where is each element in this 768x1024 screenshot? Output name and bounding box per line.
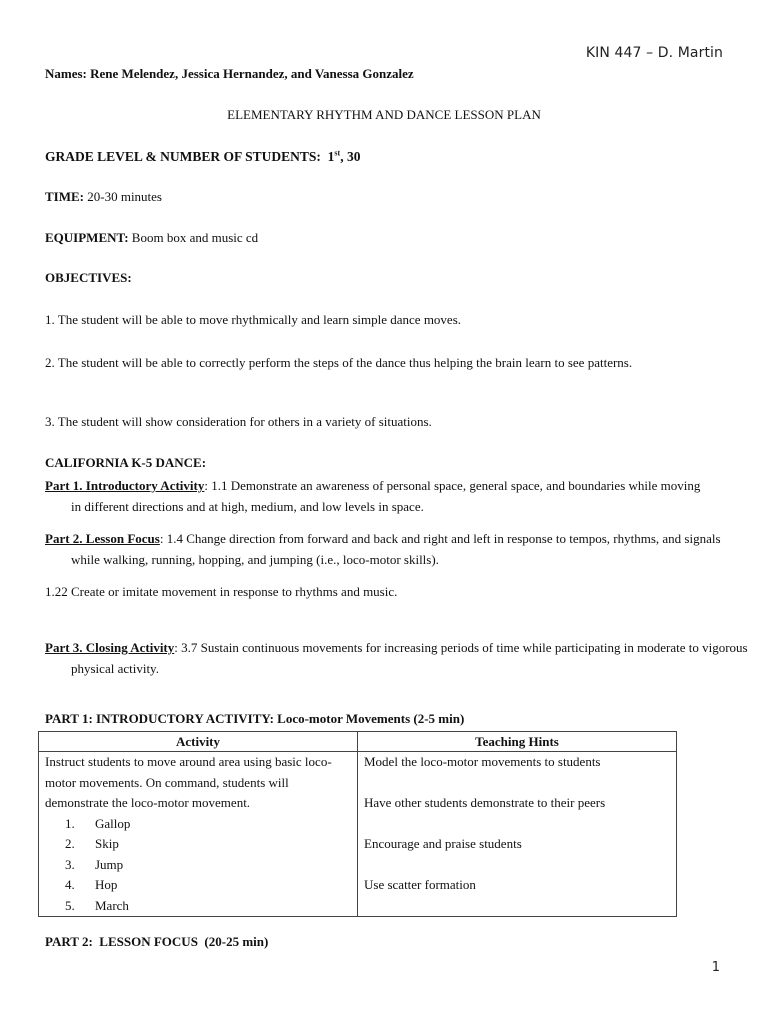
list-item: 3. Jump: [65, 856, 124, 872]
part2-label: Part 2. Lesson Focus: [45, 531, 160, 546]
grade-value: 1st, 30: [327, 148, 361, 164]
standard-part3: [45, 637, 751, 679]
course-header: KIN 447 – D. Martin: [585, 45, 723, 61]
page-number: 1: [711, 960, 720, 975]
objective-item: 1. The student will be able to move rhythmically and learn simple dance moves.: [45, 312, 462, 327]
list-item: 5. March: [65, 897, 129, 913]
part3-label: Part 3. Closing Activity: [45, 640, 175, 655]
teaching-hint: Encourage and praise students: [364, 836, 522, 851]
grade-level-line: [45, 149, 360, 165]
activity-description: Instruct students to move around area using basic loco-motor movements. On command, students will demonstrate the loco-motor movement.: [45, 754, 332, 810]
standard-1-22: 1.22 Create or imitate movement in response to rhythms and music.: [45, 584, 398, 599]
teaching-hints-cell: [358, 752, 677, 917]
teaching-hint: Model the loco-motor movements to students: [364, 754, 601, 769]
table-header-row: [39, 732, 677, 752]
time-value: 20-30 minutes: [87, 189, 162, 204]
part3-text: : 3.7 Sustain continuous movements for increasing periods of time while participating in moderate to vigorous physical activity.: [71, 640, 748, 676]
table-row: [39, 752, 677, 917]
time-label: TIME:: [45, 189, 84, 204]
equipment-label: EQUIPMENT:: [45, 230, 129, 245]
objective-item: 3. The student will show consideration for others in a variety of situations.: [45, 414, 432, 429]
time-line: [45, 189, 162, 205]
part1-activity-table: [38, 731, 677, 917]
teaching-hint: Have other students demonstrate to their peers: [364, 795, 606, 810]
list-item: 1. Gallop: [65, 815, 131, 831]
equipment-value: Boom box and music cd: [131, 230, 259, 245]
standard-part2: [45, 528, 751, 570]
part1-label: Part 1. Introductory Activity: [45, 478, 205, 493]
activity-column-header: Activity: [39, 732, 358, 752]
list-item: 2. Skip: [65, 836, 119, 851]
grade-label: GRADE LEVEL & NUMBER OF STUDENTS:: [45, 149, 321, 164]
part2-heading: PART 2: LESSON FOCUS (20-25 min): [45, 934, 269, 949]
document-title: ELEMENTARY RHYTHM AND DANCE LESSON PLAN: [227, 107, 541, 122]
movement-steps-list: [45, 814, 351, 917]
part1-table-title: PART 1: INTRODUCTORY ACTIVITY: Loco-motor Movements (2-5 min): [45, 711, 465, 726]
student-names: Names: Rene Melendez, Jessica Hernandez, and Vanessa Gonzalez: [45, 66, 414, 81]
part2-text: : 1.4 Change direction from forward and back and right and left in response to tempos, rhythms, and signals while walking, running, hopping, and jumping (i.e., loco-motor skills).: [71, 531, 721, 567]
standards-heading: CALIFORNIA K-5 DANCE:: [45, 455, 207, 470]
objectives-heading: OBJECTIVES:: [45, 270, 132, 285]
equipment-line: [45, 230, 258, 246]
activity-cell: [39, 752, 358, 917]
part1-text: : 1.1 Demonstrate an awareness of personal space, general space, and boundaries while moving in different directions and at high, medium, and low levels in space.: [71, 478, 701, 514]
list-item: 4. Hop: [65, 877, 118, 892]
hints-column-header: Teaching Hints: [358, 732, 677, 752]
teaching-hint: Use scatter formation: [364, 877, 476, 892]
standard-part1: [45, 475, 711, 517]
objective-item: 2. The student will be able to correctly perform the steps of the dance thus helping the brain learn to see patterns.: [45, 355, 633, 370]
